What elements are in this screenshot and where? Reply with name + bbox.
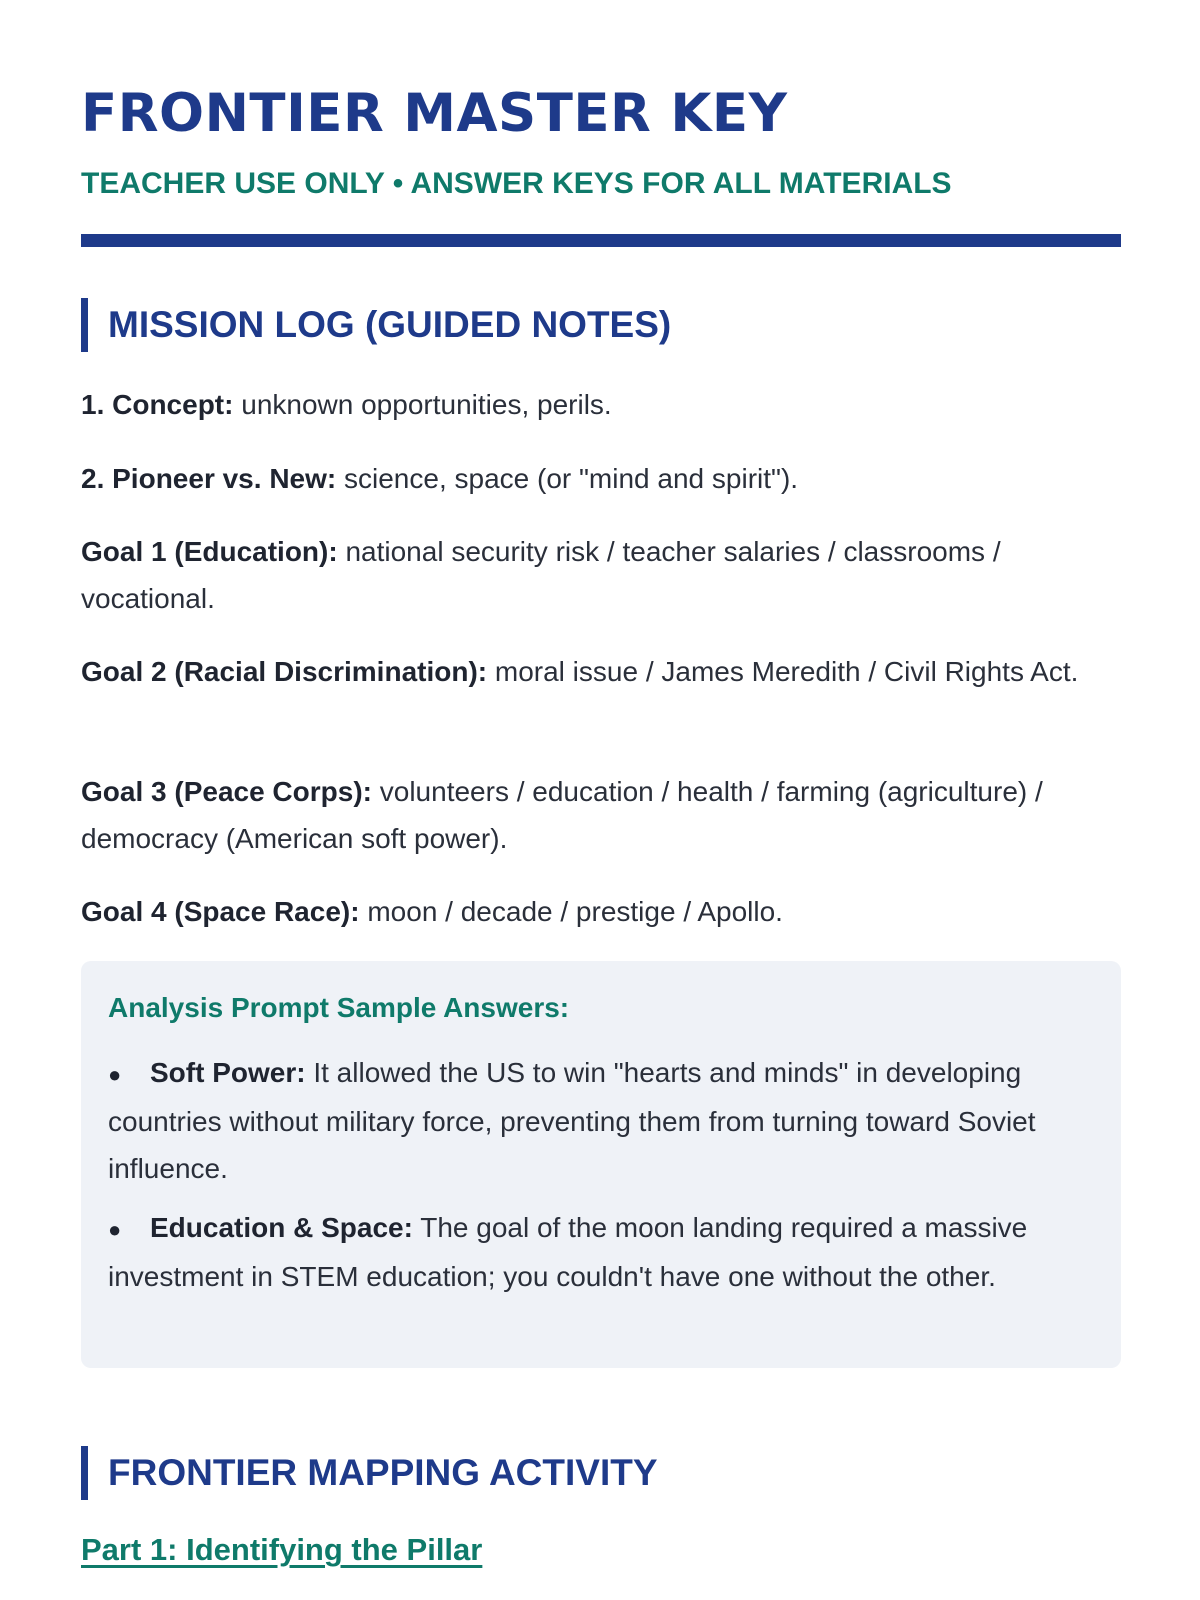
analysis-callout bbox=[81, 961, 1121, 1368]
section-heading-mapping-activity: FRONTIER MAPPING ACTIVITY bbox=[81, 1446, 658, 1500]
analysis-title: Analysis Prompt Sample Answers: bbox=[108, 992, 570, 1023]
note-goal-1 bbox=[81, 528, 1121, 622]
analysis-label: Soft Power: bbox=[150, 1057, 306, 1088]
note-answer: national security risk / teacher salaries / classrooms / vocational. bbox=[81, 536, 1001, 614]
analysis-list bbox=[108, 1049, 1068, 1312]
analysis-item-soft-power bbox=[108, 1049, 1068, 1192]
document-subtitle: TEACHER USE ONLY • ANSWER KEYS FOR ALL MATERIALS bbox=[81, 167, 952, 200]
bullet-icon: ● bbox=[108, 1062, 122, 1087]
note-label: Goal 3 (Peace Corps): bbox=[81, 776, 372, 807]
note-goal-2 bbox=[81, 648, 1121, 695]
note-label: 1. Concept: bbox=[81, 389, 234, 420]
note-label: 2. Pioneer vs. New: bbox=[81, 463, 337, 494]
note-answer: moon / decade / prestige / Apollo. bbox=[367, 896, 783, 927]
note-pioneer-vs-new bbox=[81, 455, 1121, 502]
note-label: Goal 2 (Racial Discrimination): bbox=[81, 656, 488, 687]
document-title: FRONTIER MASTER KEY bbox=[81, 83, 788, 144]
analysis-answer: It allowed the US to win "hearts and minds" in developing countries without military force, preventing them from turning toward Soviet influence. bbox=[108, 1057, 1036, 1184]
note-answer: moral issue / James Meredith / Civil Rights Act. bbox=[494, 656, 1079, 687]
note-label: Goal 1 (Education): bbox=[81, 536, 338, 567]
analysis-answer: The goal of the moon landing required a massive investment in STEM education; you couldn't have one without the other. bbox=[108, 1212, 1028, 1292]
note-answer: volunteers / education / health / farming (agriculture) / democracy (American soft power). bbox=[81, 776, 1043, 854]
note-goal-3 bbox=[81, 768, 1121, 862]
note-concept bbox=[81, 381, 1121, 428]
analysis-item-education-space bbox=[108, 1204, 1068, 1300]
note-answer: unknown opportunities, perils. bbox=[241, 389, 612, 420]
title-divider bbox=[81, 234, 1121, 247]
note-label: Goal 4 (Space Race): bbox=[81, 896, 360, 927]
note-answer: science, space (or "mind and spirit"). bbox=[344, 463, 799, 494]
analysis-label: Education & Space: bbox=[150, 1212, 413, 1243]
bullet-icon: ● bbox=[108, 1217, 122, 1242]
section-heading-mission-log: MISSION LOG (GUIDED NOTES) bbox=[81, 298, 671, 352]
part-heading: Part 1: Identifying the Pillar bbox=[81, 1532, 483, 1567]
note-goal-4 bbox=[81, 888, 1121, 935]
